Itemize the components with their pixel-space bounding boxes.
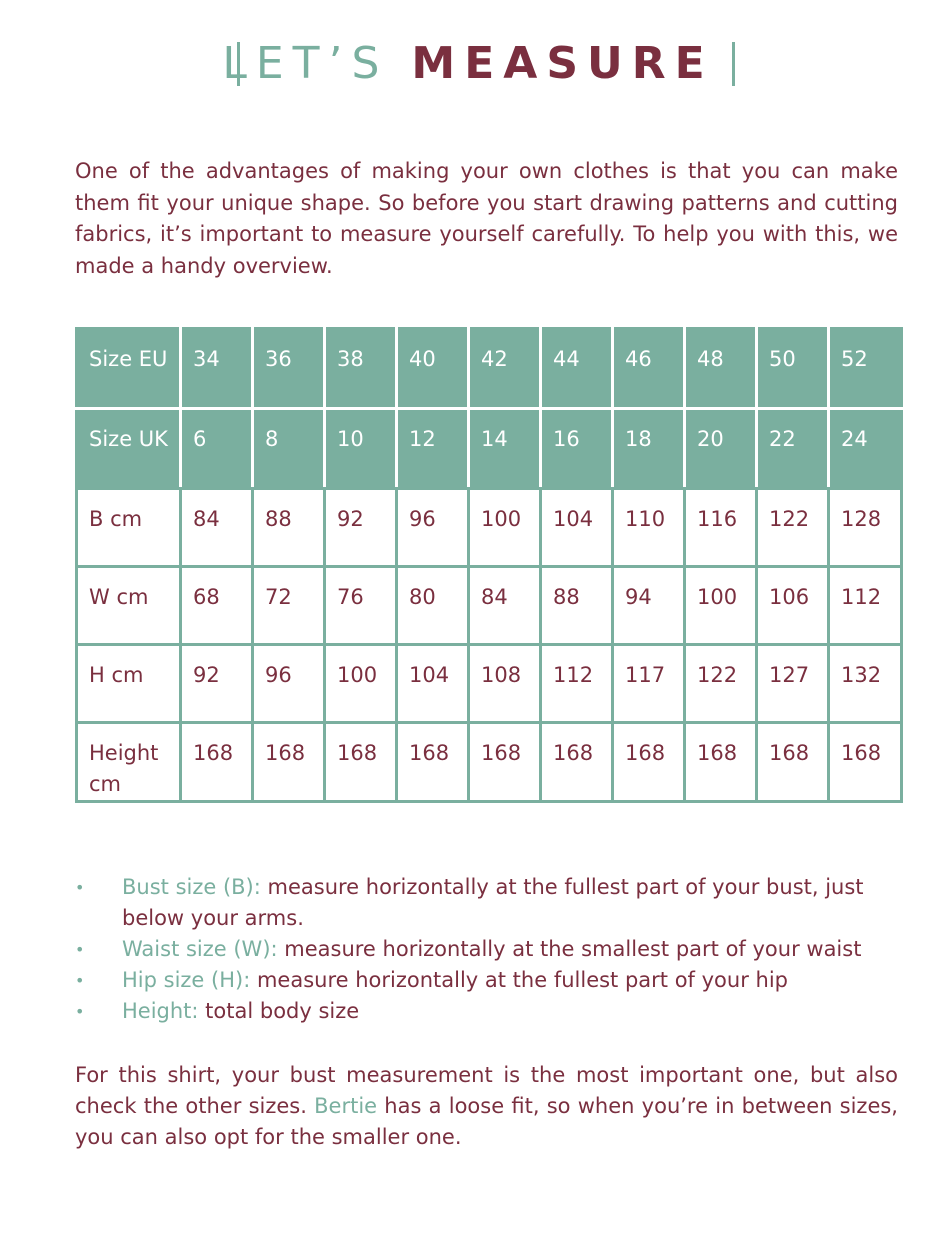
row-label: W cm <box>77 567 181 645</box>
list-item <box>75 872 898 934</box>
table-row <box>77 723 902 802</box>
measurement-term: Hip size (H): <box>122 968 251 992</box>
bullet-dot-icon: • <box>75 878 85 897</box>
bullet-dot-icon: • <box>75 1002 85 1021</box>
table-cell: 40 <box>397 329 469 409</box>
table-cell: 18 <box>613 409 685 489</box>
measurement-description: measure horizontally at the fullest part of your bust, just below your arms. <box>122 875 864 930</box>
table-cell: 34 <box>181 329 253 409</box>
table-cell: 117 <box>613 645 685 723</box>
closing-paragraph <box>75 1060 898 1153</box>
bullet-dot-icon: • <box>75 940 85 959</box>
table-cell: 168 <box>325 723 397 802</box>
measurement-term: Bust size (B): <box>122 875 261 899</box>
table-cell: 100 <box>325 645 397 723</box>
table-cell: 36 <box>253 329 325 409</box>
table-cell: 24 <box>829 409 902 489</box>
table-cell: 168 <box>757 723 829 802</box>
row-label: Size EU <box>77 329 181 409</box>
table-cell: 8 <box>253 409 325 489</box>
measurement-description: measure horizontally at the smallest part of your waist <box>277 937 862 961</box>
table-row <box>77 489 902 567</box>
table-cell: 68 <box>181 567 253 645</box>
table-cell: 100 <box>685 567 757 645</box>
table-cell: 127 <box>757 645 829 723</box>
table-cell: 108 <box>469 645 541 723</box>
table-row <box>77 329 902 409</box>
table-cell: 92 <box>325 489 397 567</box>
table-cell: 14 <box>469 409 541 489</box>
table-cell: 100 <box>469 489 541 567</box>
title-part-lets: LET’S <box>222 38 389 89</box>
row-label: Height cm <box>77 723 181 802</box>
measurement-description: total body size <box>198 999 360 1023</box>
table-cell: 80 <box>397 567 469 645</box>
table-cell: 168 <box>181 723 253 802</box>
title-divider-right <box>732 42 735 86</box>
table-row <box>77 409 902 489</box>
title-part-measure: MEASURE <box>411 38 714 89</box>
table-cell: 48 <box>685 329 757 409</box>
closing-text-part1: For this shirt, your bust measurement is the most important one, but also check the other sizes. <box>75 1063 898 1118</box>
row-label: B cm <box>77 489 181 567</box>
product-name-highlight: Bertie <box>314 1094 378 1118</box>
table-cell: 20 <box>685 409 757 489</box>
list-item <box>75 965 898 996</box>
table-cell: 84 <box>181 489 253 567</box>
size-chart-table <box>75 327 903 803</box>
table-cell: 168 <box>829 723 902 802</box>
table-cell: 72 <box>253 567 325 645</box>
table-cell: 168 <box>613 723 685 802</box>
table-cell: 84 <box>469 567 541 645</box>
table-cell: 96 <box>253 645 325 723</box>
table-cell: 104 <box>397 645 469 723</box>
table-cell: 168 <box>253 723 325 802</box>
table-cell: 112 <box>829 567 902 645</box>
size-chart-body <box>77 329 902 802</box>
table-cell: 128 <box>829 489 902 567</box>
table-cell: 22 <box>757 409 829 489</box>
table-cell: 122 <box>757 489 829 567</box>
page-header <box>0 36 936 92</box>
table-cell: 12 <box>397 409 469 489</box>
row-label: Size UK <box>77 409 181 489</box>
table-row <box>77 645 902 723</box>
table-cell: 116 <box>685 489 757 567</box>
table-cell: 44 <box>541 329 613 409</box>
table-cell: 110 <box>613 489 685 567</box>
table-cell: 92 <box>181 645 253 723</box>
intro-paragraph: One of the advantages of making your own clothes is that you can make them fit your unique shape. So before you start drawing patterns and cutting fabrics, it’s important to measure yourself carefully. To help you with this, we made a handy overview. <box>75 159 898 278</box>
table-cell: 94 <box>613 567 685 645</box>
table-cell: 76 <box>325 567 397 645</box>
table-cell: 168 <box>541 723 613 802</box>
page-title <box>0 38 936 90</box>
measurement-description: measure horizontally at the fullest part of your hip <box>250 968 788 992</box>
table-cell: 112 <box>541 645 613 723</box>
measurement-term: Height: <box>122 999 199 1023</box>
table-cell: 6 <box>181 409 253 489</box>
table-cell: 42 <box>469 329 541 409</box>
table-cell: 168 <box>469 723 541 802</box>
row-label: H cm <box>77 645 181 723</box>
table-cell: 168 <box>685 723 757 802</box>
measurement-guide-list <box>75 872 898 1027</box>
list-item <box>75 934 898 965</box>
list-item <box>75 996 898 1027</box>
table-cell: 16 <box>541 409 613 489</box>
table-cell: 168 <box>397 723 469 802</box>
table-cell: 38 <box>325 329 397 409</box>
table-cell: 50 <box>757 329 829 409</box>
table-cell: 52 <box>829 329 902 409</box>
closing-text-part2: has a loose fit, so when you’re in between sizes, you can also opt for the smaller one. <box>75 1094 898 1149</box>
table-cell: 88 <box>541 567 613 645</box>
bullet-dot-icon: • <box>75 971 85 990</box>
table-cell: 10 <box>325 409 397 489</box>
table-row <box>77 567 902 645</box>
table-cell: 122 <box>685 645 757 723</box>
measurement-term: Waist size (W): <box>122 937 278 961</box>
table-cell: 96 <box>397 489 469 567</box>
table-cell: 104 <box>541 489 613 567</box>
table-cell: 106 <box>757 567 829 645</box>
table-cell: 46 <box>613 329 685 409</box>
table-cell: 88 <box>253 489 325 567</box>
table-cell: 132 <box>829 645 902 723</box>
